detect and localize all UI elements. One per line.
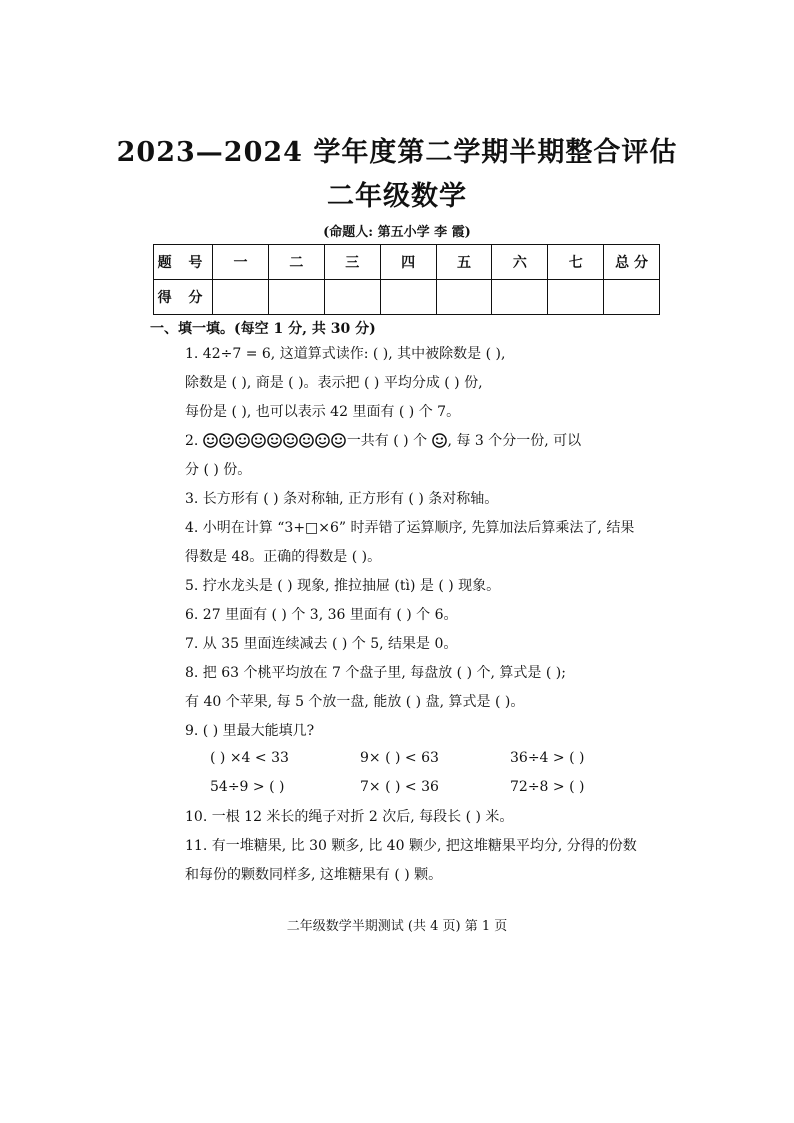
question-7: 7. 从 35 里面连续减去 ( ) 个 5, 结果是 0。 [185, 636, 458, 652]
score-input-cell[interactable] [436, 280, 492, 315]
score-cell: 总 分 [604, 245, 660, 280]
question-6: 6. 27 里面有 ( ) 个 3, 36 里面有 ( ) 个 6。 [185, 607, 458, 623]
score-cell: 题 号 [154, 245, 213, 280]
score-input-cell[interactable] [604, 280, 660, 315]
inequality-item: 9× ( ) < 63 [360, 750, 439, 766]
inequality-item: 7× ( ) < 36 [360, 779, 439, 795]
question-4-line-1: 4. 小明在计算 “3+□×6” 时弄错了运算顺序, 先算加法后算乘法了, 结果 [185, 520, 635, 536]
exam-author: (命题人: 第五小学 李 霞) [323, 225, 471, 240]
smiley-icon [267, 433, 282, 448]
question-2-text-a: 一共有 ( ) 个 [346, 433, 428, 449]
question-1-line-2: 除数是 ( ), 商是 ( )。表示把 ( ) 平均分成 ( ) 份, [185, 375, 483, 391]
smiley-row [203, 430, 347, 459]
score-cell: 五 [436, 245, 492, 280]
question-8-line-2: 有 40 个苹果, 每 5 个放一盘, 能放 ( ) 盘, 算式是 ( )。 [185, 694, 525, 710]
question-11-line-2: 和每份的颗数同样多, 这堆糖果有 ( ) 颗。 [185, 867, 443, 883]
score-input-cell[interactable] [380, 280, 436, 315]
question-10: 10. 一根 12 米长的绳子对折 2 次后, 每段长 ( ) 米。 [185, 809, 514, 825]
score-cell: 七 [548, 245, 604, 280]
smiley-icon [283, 433, 298, 448]
score-table-header-row [154, 245, 660, 280]
score-table-score-row [154, 280, 660, 315]
inequality-item: 36÷4 > ( ) [510, 750, 585, 766]
question-11-line-1: 11. 有一堆糖果, 比 30 颗多, 比 40 颗少, 把这堆糖果平均分, 分得的份数 [185, 838, 637, 854]
smiley-icon [432, 433, 447, 448]
score-cell: 六 [492, 245, 548, 280]
page-footer: 二年级数学半期测试 (共 4 页) 第 1 页 [286, 919, 508, 934]
score-cell: 二 [268, 245, 324, 280]
question-9: 9. ( ) 里最大能填几? [185, 723, 315, 739]
inequality-item: 54÷9 > ( ) [210, 779, 285, 795]
smiley-single [432, 430, 448, 459]
question-2-line-2: 分 ( ) 份。 [185, 462, 252, 478]
score-cell: 四 [380, 245, 436, 280]
score-label-cell: 得 分 [154, 280, 213, 315]
question-4-line-2: 得数是 48。正确的得数是 ( )。 [185, 549, 382, 565]
score-cell: 三 [324, 245, 380, 280]
smiley-icon [235, 433, 250, 448]
smiley-icon [219, 433, 234, 448]
question-3: 3. 长方形有 ( ) 条对称轴, 正方形有 ( ) 条对称轴。 [185, 491, 499, 507]
smiley-icon [331, 433, 346, 448]
exam-subtitle: 二年级数学 [327, 181, 467, 212]
question-2-line-1 [185, 427, 665, 459]
score-input-cell[interactable] [492, 280, 548, 315]
question-8-line-1: 8. 把 63 个桃平均放在 7 个盘子里, 每盘放 ( ) 个, 算式是 ( ); [185, 665, 566, 681]
question-1-line-3: 每份是 ( ), 也可以表示 42 里面有 ( ) 个 7。 [185, 404, 461, 420]
exam-title: 2023—2024 学年度第二学期半期整合评估 [116, 137, 678, 168]
score-input-cell[interactable] [268, 280, 324, 315]
inequality-item: 72÷8 > ( ) [510, 779, 585, 795]
question-2-text-b: , 每 3 个分一份, 可以 [447, 433, 582, 449]
score-table [153, 244, 660, 315]
question-9-row-1 [210, 750, 650, 766]
section-heading: 一、填一填。(每空 1 分, 共 30 分) [150, 321, 376, 337]
smiley-icon [299, 433, 314, 448]
question-number: 2. [185, 433, 199, 449]
score-input-cell[interactable] [548, 280, 604, 315]
smiley-icon [315, 433, 330, 448]
score-input-cell[interactable] [324, 280, 380, 315]
question-5: 5. 拧水龙头是 ( ) 现象, 推拉抽屉 (tì) 是 ( ) 现象。 [185, 578, 501, 594]
question-1-line-1: 1. 42÷7 = 6, 这道算式读作: ( ), 其中被除数是 ( ), [185, 346, 506, 362]
smiley-icon [203, 433, 218, 448]
question-9-row-2 [210, 779, 650, 795]
smiley-icon [251, 433, 266, 448]
inequality-item: ( ) ×4 < 33 [210, 750, 289, 766]
score-input-cell[interactable] [213, 280, 269, 315]
score-cell: 一 [213, 245, 269, 280]
